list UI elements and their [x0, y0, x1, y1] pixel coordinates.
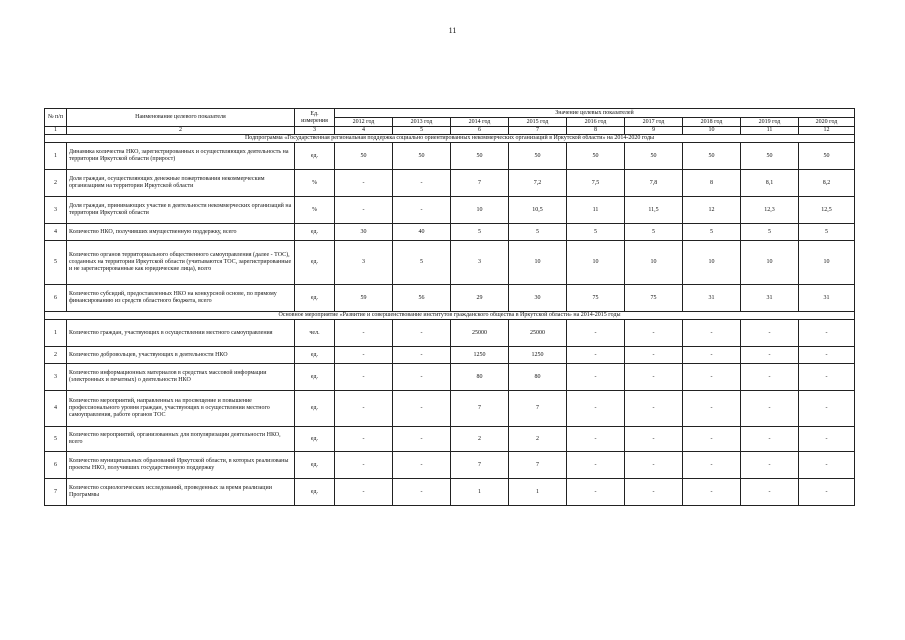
- indicator-name: Количество добровольцев, участвующих в деятельности НКО: [67, 347, 295, 364]
- indicator-value: 2: [451, 427, 509, 452]
- indicator-value: 7: [451, 170, 509, 197]
- indicator-value: 10: [451, 197, 509, 224]
- header-year: 2017 год: [625, 118, 683, 127]
- indicator-name: Количество субсидий, предоставленных НКО на конкурсной основе, по прямому финансированию из средств областного бюджета, всего: [67, 285, 295, 312]
- indicator-name: Количество социологических исследований, проведенных за время реализации Программы: [67, 479, 295, 506]
- indicator-value: 50: [509, 143, 567, 170]
- indicator-unit: %: [295, 170, 335, 197]
- header-column-number: 10: [683, 127, 741, 135]
- indicator-value: -: [625, 427, 683, 452]
- table-row: [45, 452, 855, 479]
- indicator-value: -: [567, 364, 625, 391]
- table-row: [45, 285, 855, 312]
- indicator-value: 10: [799, 241, 855, 285]
- indicator-value: -: [393, 170, 451, 197]
- indicator-value: 12,3: [741, 197, 799, 224]
- indicator-value: 31: [799, 285, 855, 312]
- indicator-unit: ед.: [295, 479, 335, 506]
- row-number: 5: [45, 427, 67, 452]
- indicator-unit: ед.: [295, 143, 335, 170]
- row-number: 1: [45, 320, 67, 347]
- indicator-value: 80: [451, 364, 509, 391]
- indicator-name: Доля граждан, осуществляющих денежные пожертвования некоммерческим организациям на территории Иркутской области: [67, 170, 295, 197]
- indicator-name: Количество мероприятий, организованных для популяризации деятельности НКО, всего: [67, 427, 295, 452]
- indicator-value: -: [567, 347, 625, 364]
- indicator-value: 50: [335, 143, 393, 170]
- header-column-number: 3: [295, 127, 335, 135]
- table-row: [45, 427, 855, 452]
- header-values-group: Значение целевых показателей: [335, 109, 855, 118]
- indicator-value: -: [799, 479, 855, 506]
- indicator-unit: ед.: [295, 364, 335, 391]
- indicator-value: -: [741, 427, 799, 452]
- indicator-value: -: [741, 479, 799, 506]
- row-number: 7: [45, 479, 67, 506]
- indicator-value: -: [741, 320, 799, 347]
- indicator-value: -: [625, 452, 683, 479]
- indicator-value: 5: [393, 241, 451, 285]
- indicator-value: 29: [451, 285, 509, 312]
- header-year: 2014 год: [451, 118, 509, 127]
- indicator-value: 5: [625, 224, 683, 241]
- indicator-value: 5: [741, 224, 799, 241]
- header-year: 2016 год: [567, 118, 625, 127]
- indicator-value: -: [683, 479, 741, 506]
- row-number: 6: [45, 452, 67, 479]
- indicator-value: 7,5: [567, 170, 625, 197]
- row-number: 4: [45, 391, 67, 427]
- indicator-value: 5: [509, 224, 567, 241]
- indicator-value: 7,2: [509, 170, 567, 197]
- indicator-value: 30: [509, 285, 567, 312]
- indicator-value: 10: [625, 241, 683, 285]
- indicator-value: 5: [567, 224, 625, 241]
- indicator-value: 80: [509, 364, 567, 391]
- indicator-value: -: [393, 427, 451, 452]
- indicator-value: -: [741, 347, 799, 364]
- indicator-value: -: [335, 479, 393, 506]
- header-year: 2012 год: [335, 118, 393, 127]
- table-row: [45, 197, 855, 224]
- indicator-value: -: [335, 170, 393, 197]
- indicator-value: 25000: [509, 320, 567, 347]
- indicator-value: -: [393, 479, 451, 506]
- indicator-value: -: [799, 452, 855, 479]
- indicator-value: -: [799, 427, 855, 452]
- header-num: № п/п: [45, 109, 67, 127]
- indicator-value: 8: [683, 170, 741, 197]
- header-year: 2015 год: [509, 118, 567, 127]
- indicator-value: -: [393, 391, 451, 427]
- indicator-value: 10: [683, 241, 741, 285]
- indicator-value: -: [683, 347, 741, 364]
- indicator-value: -: [393, 364, 451, 391]
- table-row: [45, 320, 855, 347]
- indicator-value: 12,5: [799, 197, 855, 224]
- indicator-value: -: [335, 197, 393, 224]
- header-column-number: 7: [509, 127, 567, 135]
- indicator-value: 11: [567, 197, 625, 224]
- header-column-number: 8: [567, 127, 625, 135]
- indicator-unit: ед.: [295, 241, 335, 285]
- indicator-value: -: [335, 452, 393, 479]
- indicator-value: -: [683, 427, 741, 452]
- indicator-value: 10: [509, 241, 567, 285]
- indicator-value: 3: [451, 241, 509, 285]
- indicator-value: -: [741, 452, 799, 479]
- indicator-value: 50: [567, 143, 625, 170]
- header-column-number: 12: [799, 127, 855, 135]
- row-number: 2: [45, 347, 67, 364]
- indicator-value: 10,5: [509, 197, 567, 224]
- indicator-value: 50: [393, 143, 451, 170]
- indicator-value: 7: [509, 452, 567, 479]
- indicator-value: -: [335, 347, 393, 364]
- indicator-value: 8,1: [741, 170, 799, 197]
- indicator-value: -: [625, 391, 683, 427]
- page-number: 11: [448, 26, 457, 35]
- row-number: 3: [45, 197, 67, 224]
- indicator-value: 25000: [451, 320, 509, 347]
- indicator-value: -: [335, 391, 393, 427]
- indicator-value: -: [567, 479, 625, 506]
- indicator-value: -: [393, 197, 451, 224]
- indicator-value: -: [567, 427, 625, 452]
- indicator-value: 12: [683, 197, 741, 224]
- indicator-value: 3: [335, 241, 393, 285]
- indicator-value: -: [393, 320, 451, 347]
- indicator-value: -: [335, 427, 393, 452]
- indicator-value: 50: [683, 143, 741, 170]
- indicator-value: 56: [393, 285, 451, 312]
- indicator-value: 8,2: [799, 170, 855, 197]
- indicator-value: -: [741, 391, 799, 427]
- header-name: Наименование целевого показателя: [67, 109, 295, 127]
- indicator-name: Количество граждан, участвующих в осуществлении местного самоуправления: [67, 320, 295, 347]
- indicator-value: -: [625, 479, 683, 506]
- indicator-name: Количество муниципальных образований Иркутской области, в которых реализованы проекты НКО, получивших государственную поддержку: [67, 452, 295, 479]
- indicator-value: 7: [451, 452, 509, 479]
- table-row: [45, 479, 855, 506]
- indicator-value: 50: [451, 143, 509, 170]
- section-title: Подпрограмма «Государственная региональная поддержка социально ориентированных некоммерческих организаций в Иркутской области» на 2014-2020 годы: [45, 135, 855, 143]
- indicator-value: 59: [335, 285, 393, 312]
- indicator-value: 7: [509, 391, 567, 427]
- table-row: [45, 224, 855, 241]
- indicator-value: 50: [799, 143, 855, 170]
- table-row: [45, 143, 855, 170]
- table-row: [45, 170, 855, 197]
- indicator-value: 11,5: [625, 197, 683, 224]
- indicator-value: 5: [451, 224, 509, 241]
- indicators-table: [44, 108, 855, 506]
- indicator-value: -: [741, 364, 799, 391]
- header-column-number: 4: [335, 127, 393, 135]
- header-column-number: 9: [625, 127, 683, 135]
- indicator-value: -: [625, 320, 683, 347]
- indicator-value: 1250: [451, 347, 509, 364]
- indicator-unit: ед.: [295, 452, 335, 479]
- indicator-value: -: [393, 452, 451, 479]
- indicator-value: -: [799, 364, 855, 391]
- indicator-value: 50: [741, 143, 799, 170]
- section-title: Основное мероприятие «Развитие и совершенствование институтов гражданского общества в Иркутской области» на 2014-2015 годы: [45, 312, 855, 320]
- indicator-unit: ед.: [295, 427, 335, 452]
- table-row: [45, 364, 855, 391]
- header-column-number: 1: [45, 127, 67, 135]
- indicator-value: -: [799, 347, 855, 364]
- indicator-value: -: [335, 364, 393, 391]
- indicator-unit: %: [295, 197, 335, 224]
- indicator-value: -: [567, 320, 625, 347]
- indicator-value: -: [683, 364, 741, 391]
- header-column-number: 5: [393, 127, 451, 135]
- header-unit: Ед. измерения: [295, 109, 335, 127]
- indicator-value: -: [393, 347, 451, 364]
- indicator-name: Количество органов территориального общественного самоуправления (далее - ТОС), созданных на территории Иркутской области (учитываются ТОС, зарегистрированные и не зарегистрированные как юридические лица), всего: [67, 241, 295, 285]
- indicator-value: 1: [451, 479, 509, 506]
- indicator-unit: чел.: [295, 320, 335, 347]
- indicator-value: -: [567, 452, 625, 479]
- indicator-name: Количество мероприятий, направленных на просвещение и повышение профессионального уровня граждан, участвующих в осуществлении местного самоуправления, работе органов ТОС: [67, 391, 295, 427]
- row-number: 1: [45, 143, 67, 170]
- indicator-unit: ед.: [295, 285, 335, 312]
- indicator-unit: ед.: [295, 347, 335, 364]
- indicator-value: 1250: [509, 347, 567, 364]
- header-column-number: 11: [741, 127, 799, 135]
- indicator-value: -: [799, 320, 855, 347]
- table-row: [45, 241, 855, 285]
- indicator-value: 5: [683, 224, 741, 241]
- row-number: 3: [45, 364, 67, 391]
- indicator-value: 30: [335, 224, 393, 241]
- indicator-value: -: [683, 452, 741, 479]
- header-year: 2019 год: [741, 118, 799, 127]
- indicator-value: -: [799, 391, 855, 427]
- indicator-value: 10: [741, 241, 799, 285]
- indicator-name: Количество информационных материалов в средствах массовой информации (электронных и печатных) о деятельности НКО: [67, 364, 295, 391]
- indicator-unit: ед.: [295, 391, 335, 427]
- header-column-number: 2: [67, 127, 295, 135]
- indicator-value: 10: [567, 241, 625, 285]
- header-year: 2018 год: [683, 118, 741, 127]
- table-row: [45, 391, 855, 427]
- indicator-value: 2: [509, 427, 567, 452]
- indicator-value: 75: [567, 285, 625, 312]
- indicator-name: Количество НКО, получивших имущественную поддержку, всего: [67, 224, 295, 241]
- indicator-name: Динамика количества НКО, зарегистрированных и осуществляющих деятельность на территории Иркутской области (прирост): [67, 143, 295, 170]
- indicator-unit: ед.: [295, 224, 335, 241]
- header-year: 2020 год: [799, 118, 855, 127]
- row-number: 5: [45, 241, 67, 285]
- indicator-value: -: [625, 364, 683, 391]
- indicator-value: 31: [741, 285, 799, 312]
- indicator-value: -: [335, 320, 393, 347]
- table-row: [45, 347, 855, 364]
- indicator-value: 7: [451, 391, 509, 427]
- indicator-value: 50: [625, 143, 683, 170]
- header-year: 2013 год: [393, 118, 451, 127]
- indicator-value: 31: [683, 285, 741, 312]
- indicator-value: 7,8: [625, 170, 683, 197]
- indicator-value: -: [567, 391, 625, 427]
- indicator-value: -: [625, 347, 683, 364]
- indicator-value: 75: [625, 285, 683, 312]
- header-column-number: 6: [451, 127, 509, 135]
- indicator-value: 5: [799, 224, 855, 241]
- row-number: 2: [45, 170, 67, 197]
- indicator-value: 40: [393, 224, 451, 241]
- indicator-value: -: [683, 391, 741, 427]
- row-number: 6: [45, 285, 67, 312]
- row-number: 4: [45, 224, 67, 241]
- indicator-value: -: [683, 320, 741, 347]
- indicator-value: 1: [509, 479, 567, 506]
- indicator-name: Доля граждан, принимающих участие в деятельности некоммерческих организаций на территории Иркутской области: [67, 197, 295, 224]
